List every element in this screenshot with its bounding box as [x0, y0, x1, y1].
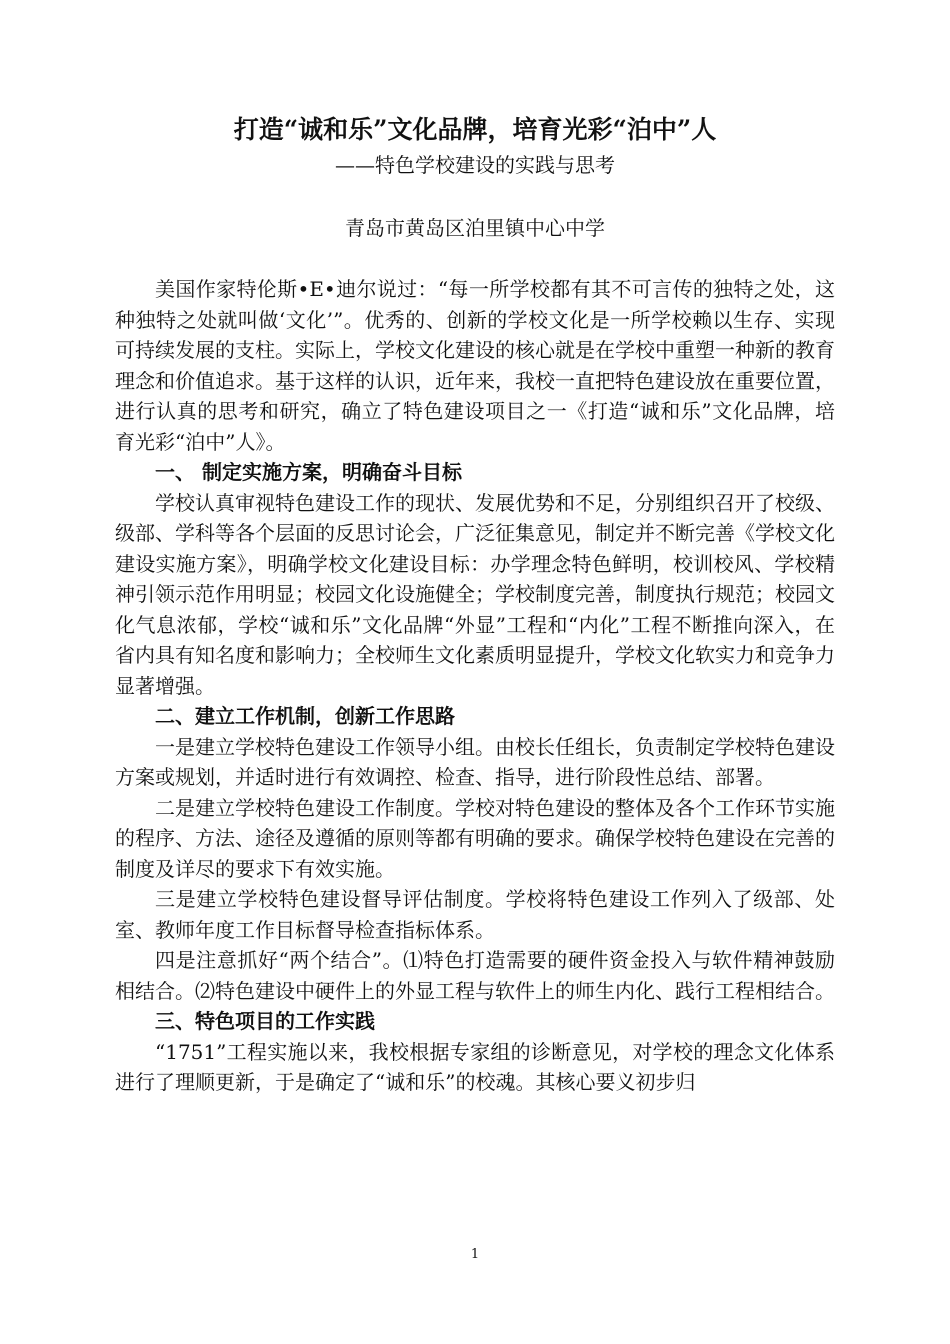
paragraph-intro: 美国作家特伦斯•E•迪尔说过：“每一所学校都有其不可言传的独特之处，这种独特之处就叫做‘文化’”。优秀的、创新的学校文化是一所学校赖以生存、实现可持续发展的支柱。实际上，学校文化建设的核心就是在学校中重塑一种新的教育理念和价值追求。基于这样的认识，近年来，我校一直把特色建设放在重要位置，进行认真的思考和研究，确立了特色建设项目之一《打造“诚和乐”文化品牌，培育光彩“泊中”人》。	[115, 277, 835, 454]
document-title: 打造“诚和乐”文化品牌，培育光彩“泊中”人	[233, 115, 717, 144]
paragraph-section1-1: 学校认真审视特色建设工作的现状、发展优势和不足，分别组织召开了校级、级部、学科等各个层面的反思讨论会，广泛征集意见，制定并不断完善《学校文化建设实施方案》，明确学校文化建设目标：办学理念特色鲜明，校训校风、学校精神引领示范作用明显；校园文化设施健全；学校制度完善，制度执行规范；校园文化气息浓郁，学校“诚和乐”文化品牌“外显”工程和“内化”工程不断推向深入，在省内具有知名度和影响力；全校师生文化素质明显提升，学校文化软实力和竞争力显著增强。	[115, 490, 835, 698]
paragraph-section3-1: “1751”工程实施以来，我校根据专家组的诊断意见，对学校的理念文化体系进行了理顺更新，于是确定了“诚和乐”的校魂。其核心要义初步归	[115, 1039, 835, 1094]
paragraph-section2-4: 四是注意抓好“两个结合”。⑴特色打造需要的硬件资金投入与软件精神鼓励相结合。⑵特色建设中硬件上的外显工程与软件上的师生内化、践行工程相结合。	[115, 948, 835, 1003]
section-heading-3: 三、特色项目的工作实践	[155, 1009, 375, 1033]
page-number: 1	[470, 1247, 480, 1262]
document-body	[115, 274, 835, 1098]
document-author: 青岛市黄岛区泊里镇中心中学	[345, 216, 605, 240]
section-heading-1: 一、 制定实施方案，明确奋斗目标	[155, 460, 462, 484]
document-subtitle: ——特色学校建设的实践与思考	[335, 153, 615, 177]
paragraph-section2-1: 一是建立学校特色建设工作领导小组。由校长任组长，负责制定学校特色建设方案或规划，并适时进行有效调控、检查、指导，进行阶段性总结、部署。	[115, 734, 835, 789]
paragraph-section2-3: 三是建立学校特色建设督导评估制度。学校将特色建设工作列入了级部、处室、教师年度工作目标督导检查指标体系。	[115, 887, 835, 942]
section-heading-2: 二、建立工作机制，创新工作思路	[155, 704, 455, 728]
paragraph-section2-2: 二是建立学校特色建设工作制度。学校对特色建设的整体及各个工作环节实施的程序、方法、途径及遵循的原则等都有明确的要求。确保学校特色建设在完善的制度及详尽的要求下有效实施。	[115, 795, 835, 881]
